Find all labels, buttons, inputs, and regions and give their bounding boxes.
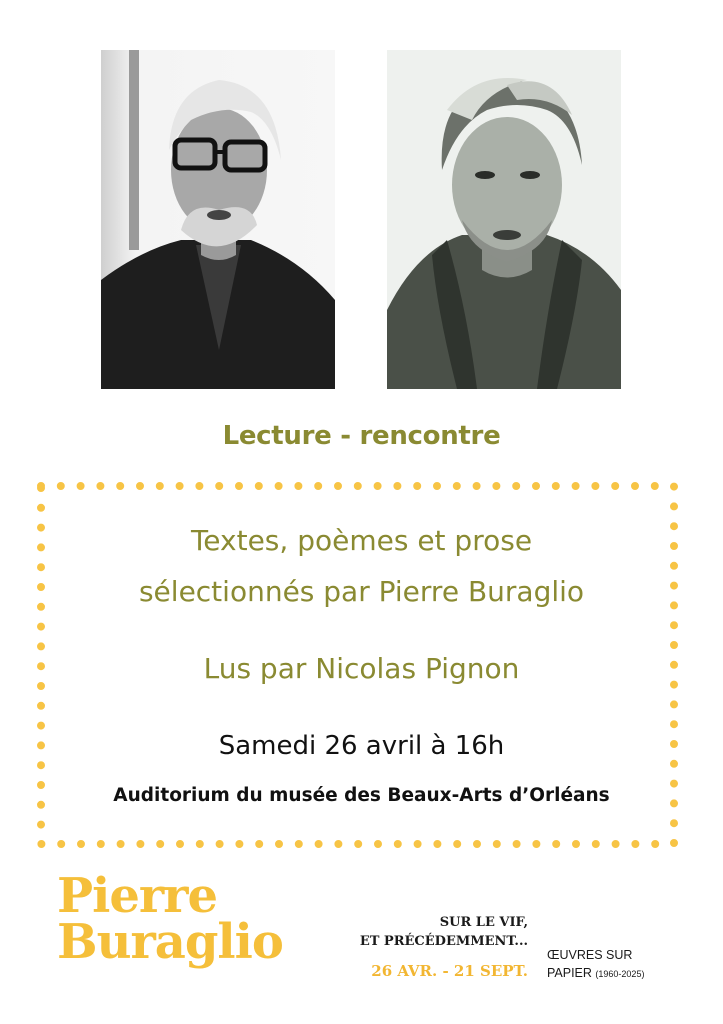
reader-credit: Lus par Nicolas Pignon (203, 652, 520, 685)
event-date: Samedi 26 avril à 16h (218, 731, 505, 761)
program-line-1: Textes, poèmes et prose (190, 524, 533, 557)
works-line2: PAPIER (547, 966, 592, 980)
portrait-photo-right (387, 50, 621, 389)
exhibition-title (360, 913, 528, 951)
exhibition-artist-name (57, 868, 283, 970)
exhibition-title-line1: SUR LE VIF, (439, 915, 528, 930)
exhibition-subtitle (547, 946, 644, 983)
exhibition-dates: 26 AVR. - 21 SEPT. (371, 962, 528, 980)
program-line-2: sélectionnés par Pierre Buraglio (138, 575, 585, 608)
works-years: (1960-2025) (595, 969, 645, 979)
portrait-photo-left (101, 50, 335, 389)
artist-first-name: Pierre (57, 868, 217, 924)
artist-last-name: Buraglio (57, 914, 283, 970)
event-type-heading: Lecture - rencontre (222, 421, 501, 451)
exhibition-title-line2: ET PRÉCÉDEMMENT... (359, 934, 528, 949)
event-venue: Auditorium du musée des Beaux-Arts d’Orléans (113, 785, 610, 806)
works-line1: ŒUVRES SUR (547, 948, 633, 962)
